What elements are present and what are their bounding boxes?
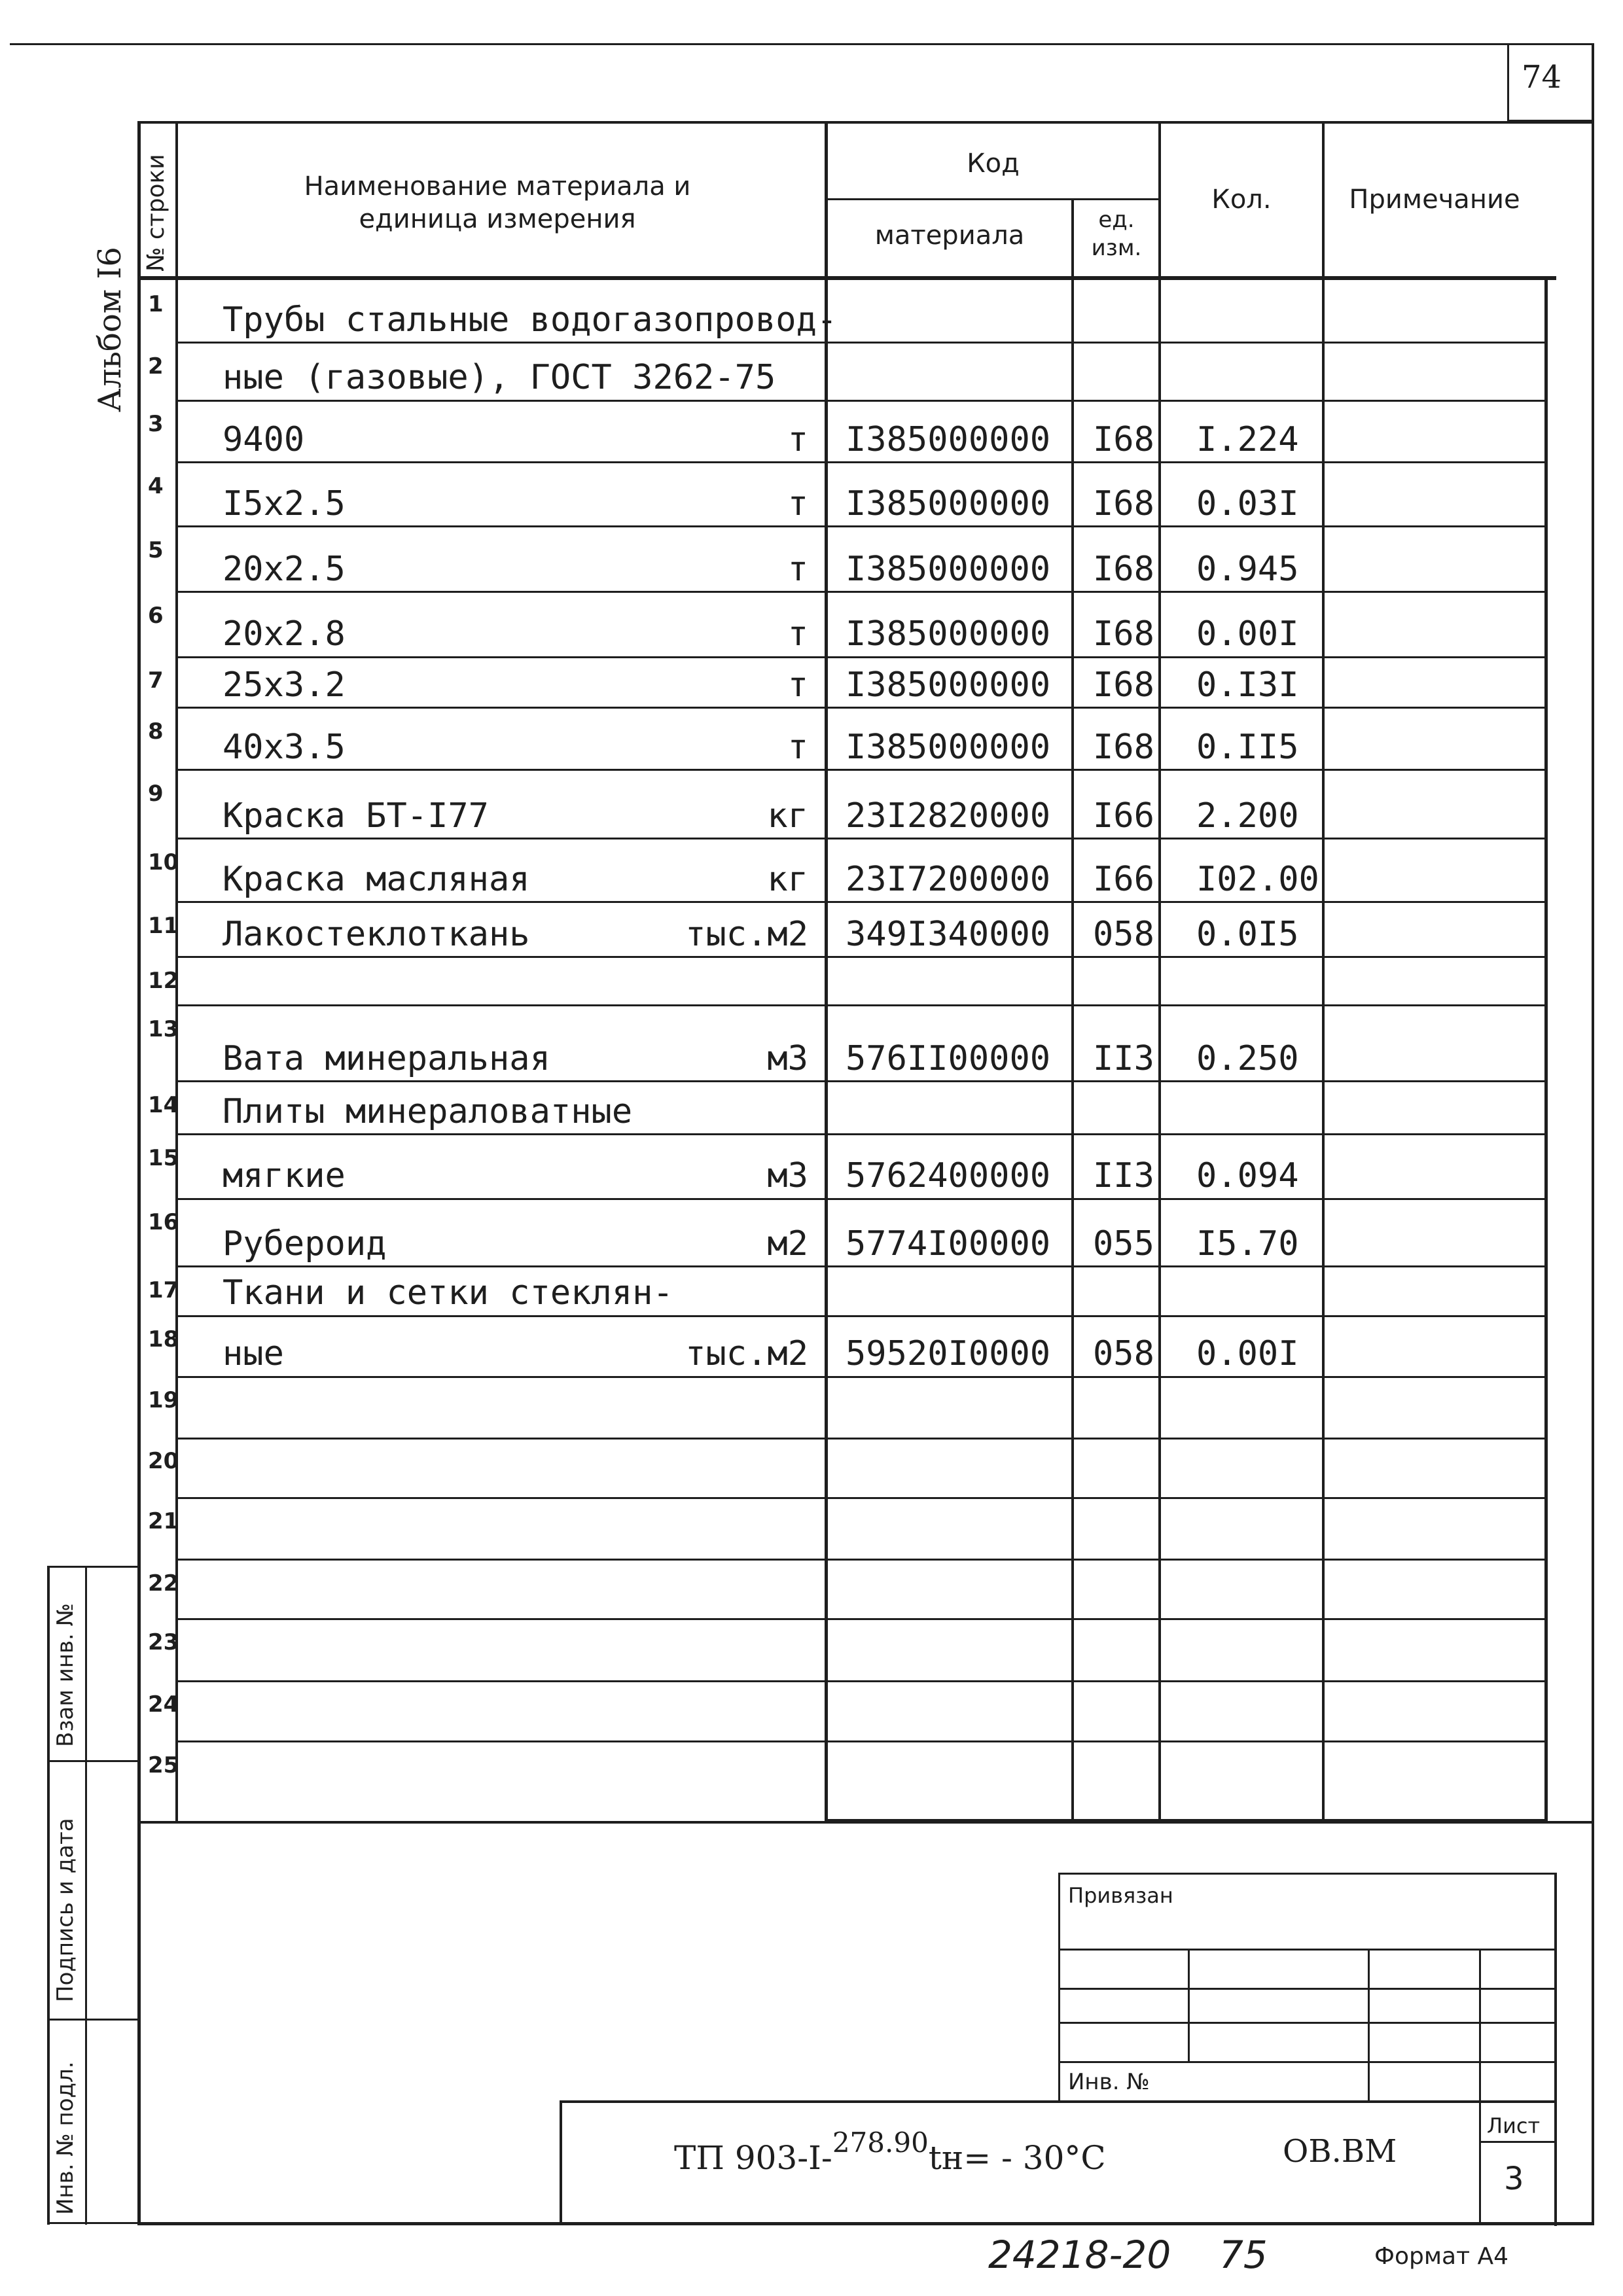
material-unit: т	[787, 420, 808, 459]
material-unit: кг	[767, 860, 808, 899]
header-unit: ед. изм.	[1091, 207, 1142, 261]
material-unit: тыс.м2	[685, 915, 808, 954]
row-divider	[178, 1438, 1546, 1439]
handwritten-number: 24218-20 75	[988, 2233, 1268, 2277]
material-code: I385000000	[846, 614, 1051, 654]
unit-code: I68	[1093, 614, 1154, 654]
material-code: 59520I0000	[846, 1334, 1051, 1373]
unit-code: I68	[1093, 550, 1154, 589]
material-name: ные	[223, 1334, 284, 1373]
material-name: ные (газовые), ГОСТ 3262-75	[223, 358, 776, 397]
stamp-inv: Инв. № подл.	[52, 2061, 79, 2215]
header-name: Наименование материала и единица измерения	[304, 171, 691, 234]
quantity: 0.II5	[1196, 728, 1299, 767]
page-box-left	[1507, 43, 1509, 122]
material-name: Краска масляная	[223, 860, 530, 899]
material-name: 9400	[223, 420, 305, 459]
sheet-number: 3	[1504, 2161, 1524, 2197]
row-divider	[178, 1559, 1546, 1561]
code-col-line	[825, 121, 828, 1822]
row-number: 2	[148, 353, 164, 380]
doc-prefix: ТП 903-I-	[674, 2139, 832, 2177]
material-unit: м2	[767, 1224, 808, 1263]
row-number: 21	[148, 1508, 179, 1534]
stamp-inner-line	[85, 1567, 87, 2225]
header-code: Код	[967, 149, 1020, 179]
row-number: 3	[148, 411, 164, 437]
quantity: 0.094	[1196, 1156, 1299, 1195]
material-name: Рубероид	[223, 1224, 387, 1263]
section-code: ОВ.ВМ	[1283, 2133, 1397, 2170]
row-divider	[178, 901, 1546, 903]
material-code: I385000000	[846, 550, 1051, 589]
unit-code: I66	[1093, 860, 1154, 899]
tb-grid-h3	[1058, 2022, 1556, 2024]
row-divider	[178, 1618, 1546, 1620]
unit-code: I68	[1093, 420, 1154, 459]
quantity: 0.00I	[1196, 1334, 1299, 1373]
material-code: I385000000	[846, 728, 1051, 767]
page-number: 74	[1522, 59, 1562, 96]
row-number: 18	[148, 1326, 179, 1352]
material-code: 23I2820000	[846, 796, 1051, 836]
material-unit: м3	[767, 1039, 808, 1078]
top-rule	[10, 43, 1594, 45]
material-name: Плиты минераловатные	[223, 1092, 633, 1131]
tb-grid-v2	[1368, 1949, 1370, 2102]
stamp-div-2	[47, 2019, 139, 2021]
row-number: 25	[148, 1752, 179, 1778]
material-code: 23I7200000	[846, 860, 1051, 899]
sheet-label: Лист	[1487, 2113, 1541, 2138]
row-number: 4	[148, 473, 164, 499]
tb-main-left	[560, 2100, 562, 2225]
unit-code: I66	[1093, 796, 1154, 836]
stamp-podpis: Подпись и дата	[52, 1818, 79, 2002]
format-label: Формат А4	[1374, 2243, 1509, 2270]
row-divider	[178, 400, 1546, 402]
unit-code: 055	[1093, 1224, 1154, 1263]
row-number: 5	[148, 537, 164, 563]
row-divider	[178, 1740, 1546, 1742]
row-divider	[178, 342, 1546, 344]
frame-right	[1592, 43, 1594, 2225]
quantity: 0.250	[1196, 1039, 1299, 1078]
row-number: 24	[148, 1691, 179, 1718]
material-unit: кг	[767, 796, 808, 836]
row-number: 10	[148, 849, 179, 875]
material-name: Ткани и сетки стеклян-	[223, 1273, 673, 1313]
tb-grid-h4	[1058, 2061, 1556, 2063]
row-divider	[178, 1133, 1546, 1135]
row-number: 17	[148, 1277, 179, 1303]
row-number: 19	[148, 1387, 179, 1413]
stamp-bottom	[47, 2222, 139, 2224]
quantity: 0.0I5	[1196, 915, 1299, 954]
header-row-no: № строки	[143, 154, 169, 272]
material-code: I385000000	[846, 420, 1051, 459]
row-number: 11	[148, 913, 179, 939]
header-qty: Кол.	[1211, 185, 1272, 215]
material-name: мягкие	[223, 1156, 346, 1195]
row-divider	[178, 1080, 1546, 1082]
material-unit: т	[787, 614, 808, 654]
frame-left	[137, 121, 141, 2225]
row-divider	[178, 1265, 1546, 1267]
row-divider	[178, 707, 1546, 709]
unit-code: I68	[1093, 484, 1154, 523]
table-right	[1544, 276, 1548, 1822]
document-code	[674, 2127, 1106, 2177]
quantity: I5.70	[1196, 1224, 1299, 1263]
row-number: 14	[148, 1092, 179, 1118]
tb-main-top	[560, 2100, 1556, 2103]
unit-code: II3	[1093, 1039, 1154, 1078]
row-divider	[178, 1497, 1546, 1499]
album-label: Альбом I6	[92, 247, 128, 412]
material-code: I385000000	[846, 484, 1051, 523]
row-number: 12	[148, 968, 179, 994]
row-divider	[178, 1315, 1546, 1317]
material-name: Краска БТ-I77	[223, 796, 489, 836]
material-code: 5774I00000	[846, 1224, 1051, 1263]
material-name: 25x3.2	[223, 665, 346, 705]
quantity: 0.I3I	[1196, 665, 1299, 705]
material-unit: т	[787, 728, 808, 767]
unit-code: I68	[1093, 728, 1154, 767]
row-number: 16	[148, 1209, 179, 1235]
quantity: 0.00I	[1196, 614, 1299, 654]
tb-privyazan-left	[1058, 1873, 1060, 2102]
tb-grid-v3	[1479, 1949, 1481, 2223]
stamp-outer-left	[47, 1567, 50, 2225]
material-name: 20x2.5	[223, 550, 346, 589]
material-code: I385000000	[846, 665, 1051, 705]
privyazan-label: Привязан	[1068, 1883, 1173, 1908]
frame-bottom	[137, 2222, 1594, 2225]
material-unit: т	[787, 665, 808, 705]
row-number: 15	[148, 1145, 179, 1171]
quantity: 0.945	[1196, 550, 1299, 589]
material-name: 40x3.5	[223, 728, 346, 767]
tb-privyazan-right	[1554, 1873, 1557, 2226]
tb-top	[137, 1821, 1594, 1824]
unit-code: I68	[1093, 665, 1154, 705]
row-number: 1	[148, 291, 164, 317]
material-code: 349I340000	[846, 915, 1051, 954]
material-name: I5x2.5	[223, 484, 346, 523]
row-number: 9	[148, 781, 164, 807]
header-top	[137, 121, 1594, 124]
row-number: 8	[148, 718, 164, 745]
unit-code: 058	[1093, 915, 1154, 954]
row-divider	[178, 956, 1546, 958]
tb-sheet-h	[1479, 2141, 1556, 2143]
inv-no-label: Инв. №	[1068, 2069, 1150, 2095]
material-name: 20x2.8	[223, 614, 346, 654]
code-subline	[825, 198, 1158, 200]
tb-grid-v1	[1188, 1949, 1190, 2063]
doc-sup: 278.90	[832, 2127, 929, 2159]
note-col-line	[1322, 121, 1325, 1822]
quantity: I.224	[1196, 420, 1299, 459]
row-divider	[178, 461, 1546, 463]
quantity: 2.200	[1196, 796, 1299, 836]
header-bottom	[137, 276, 1556, 280]
material-name: Лакостеклоткань	[223, 915, 530, 954]
stamp-div-1	[47, 1760, 139, 1762]
doc-tail: tн= - 30°С	[928, 2139, 1106, 2177]
header-material: материала	[874, 221, 1025, 251]
row-number: 7	[148, 667, 164, 694]
material-unit: т	[787, 484, 808, 523]
material-name: Трубы стальные водогазопровод-	[223, 300, 838, 340]
header-note: Примечание	[1349, 185, 1520, 215]
row-divider	[178, 1004, 1546, 1006]
row-number: 22	[148, 1570, 179, 1597]
material-unit: т	[787, 550, 808, 589]
row-divider	[178, 769, 1546, 771]
material-name: Вата минеральная	[223, 1039, 550, 1078]
row-divider	[178, 838, 1546, 839]
row-number: 6	[148, 603, 164, 629]
quantity: I02.00	[1196, 860, 1319, 899]
row-divider	[178, 1680, 1546, 1682]
row-divider	[178, 656, 1546, 658]
quantity: 0.03I	[1196, 484, 1299, 523]
tb-grid-h1	[1058, 1949, 1556, 1951]
row-number: 20	[148, 1448, 179, 1474]
unit-code: II3	[1093, 1156, 1154, 1195]
material-unit: м3	[767, 1156, 808, 1195]
row-divider	[178, 591, 1546, 593]
row-divider	[178, 525, 1546, 527]
stamp-top	[47, 1566, 139, 1568]
row-divider	[178, 1198, 1546, 1200]
material-unit: тыс.м2	[685, 1334, 808, 1373]
qty-col-line	[1158, 121, 1161, 1822]
tb-grid-h2	[1058, 1988, 1556, 1990]
row-number: 13	[148, 1016, 179, 1042]
unit-code: 058	[1093, 1334, 1154, 1373]
row-divider	[178, 1376, 1546, 1378]
unit-col-line	[1071, 200, 1074, 1822]
stamp-vzam: Взам инв. №	[52, 1602, 79, 1747]
material-code: 5762400000	[846, 1156, 1051, 1195]
row-number: 23	[148, 1629, 179, 1655]
material-code: 576II00000	[846, 1039, 1051, 1078]
tb-privyazan-top	[1058, 1873, 1556, 1875]
